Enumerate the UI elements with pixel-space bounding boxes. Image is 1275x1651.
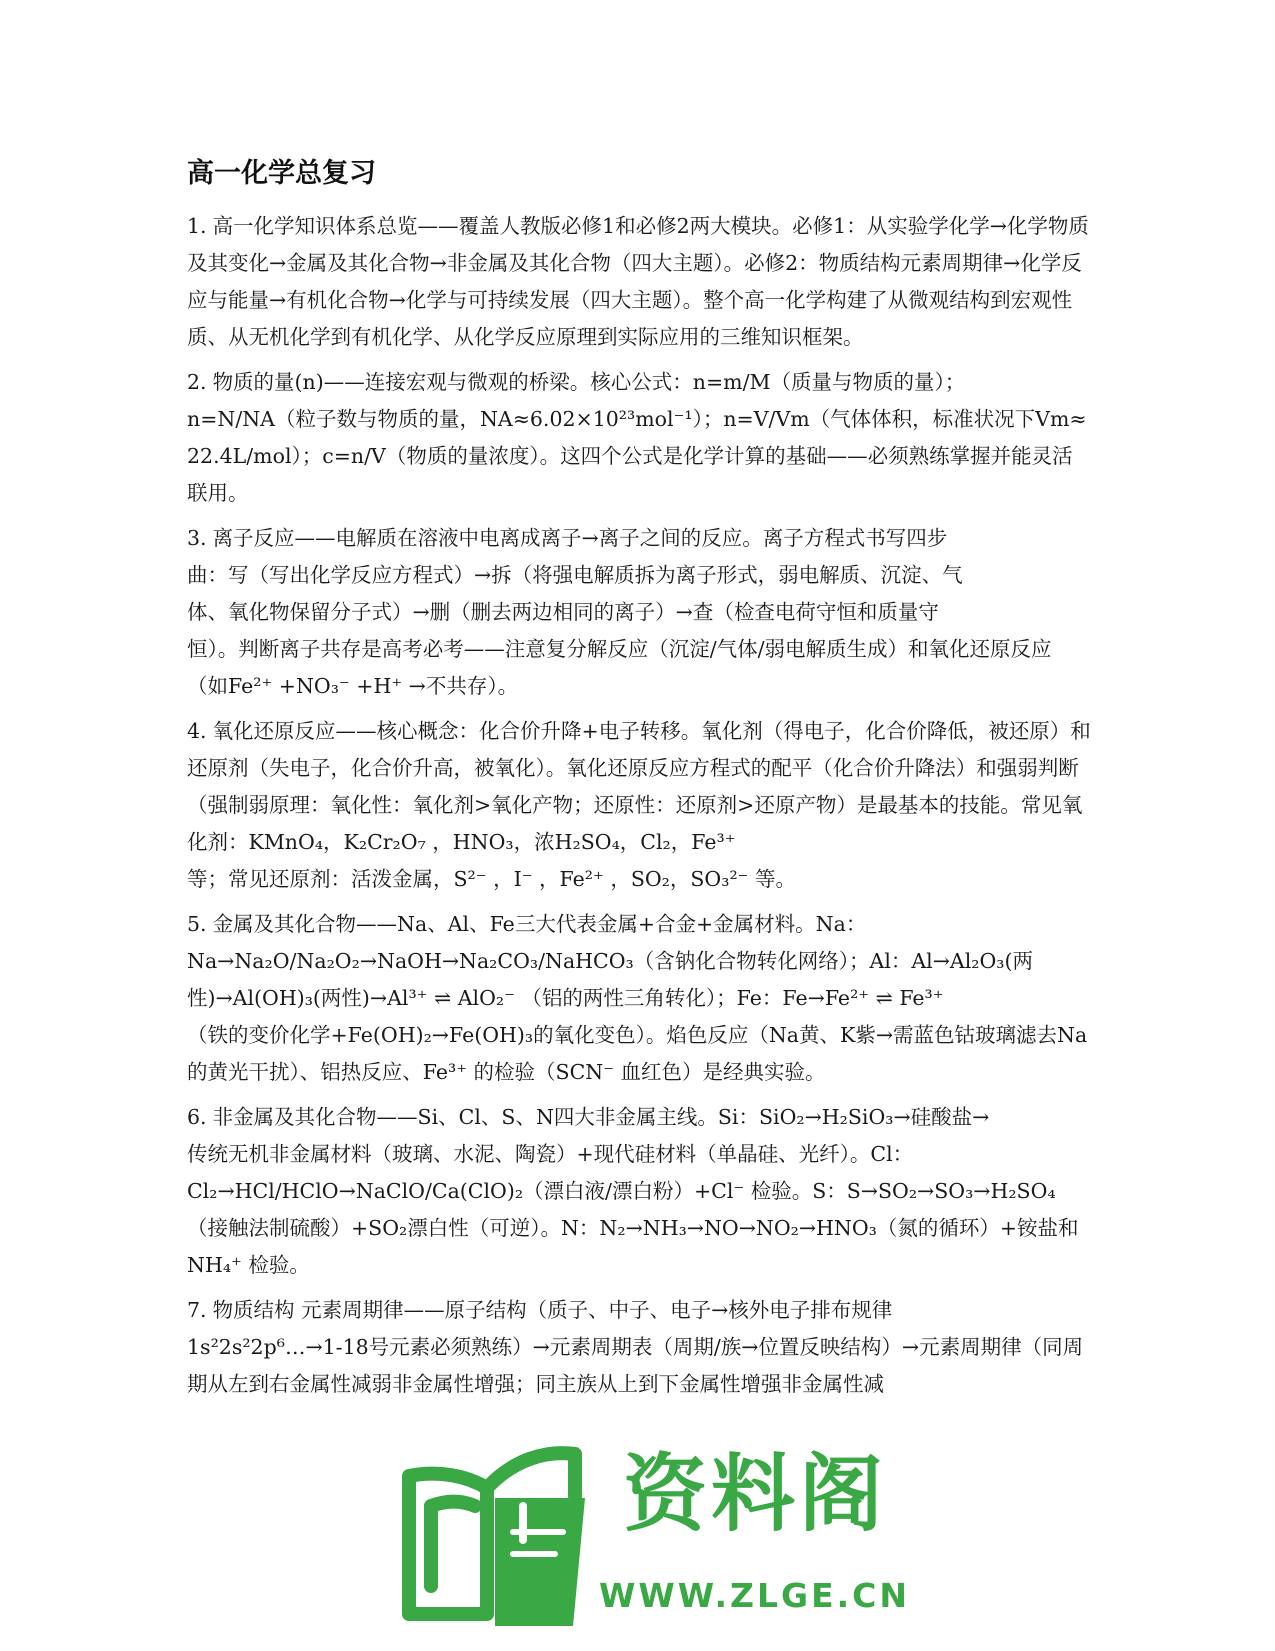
paragraph-1 bbox=[187, 208, 1092, 356]
paragraph-4 bbox=[187, 713, 1092, 898]
paragraph-text: 高一化学知识体系总览——覆盖人教版必修1和必修2两大模块。必修1：从实验学化学→化学物质及其变化→金属及其化合物→非金属及其化合物（四大主题）。必修2：物质结构元素周期律→化学反应与能量→有机化合物→化学与可持续发展（四大主题）。整个高一化学构建了从微观结构到宏观性质、从无机化学到有机化学、从化学反应原理到实际应用的三维知识框架。 bbox=[187, 214, 1089, 349]
paragraph-text: 物质结构 元素周期律——原子结构（质子、中子、电子→核外电子排布规律 1s²2s²2p⁶…→1-18号元素必须熟练）→元素周期表（周期/族→位置反映结构）→元素周期律（同周期从左到右金属性减弱非金属性增强；同主族从上到下金属性增强非金属性减 bbox=[187, 1298, 1084, 1396]
paragraph-text: 氧化还原反应——核心概念：化合价升降+电子转移。氧化剂（得电子，化合价降低，被还原）和还原剂（失电子，化合价升高，被氧化）。氧化还原反应方程式的配平（化合价升降法）和强弱判断（强制弱原理：氧化性：氧化剂>氧化产物；还原性：还原剂>还原产物）是最基本的技能。常见氧化剂：KMnO₄，K₂Cr₂O₇ ，HNO₃，浓H₂SO₄，Cl₂，Fe³⁺ 等；常见还原剂：活泼金属，S²⁻ ，I⁻ ，Fe²⁺ ，SO₂，SO₃²⁻ 等。 bbox=[187, 719, 1091, 891]
paragraph-number: 4. bbox=[187, 719, 207, 743]
paragraph-text: 金属及其化合物——Na、Al、Fe三大代表金属+合金+金属材料。Na： Na→Na₂O/Na₂O₂→NaOH→Na₂CO₃/NaHCO₃（含钠化合物转化网络）；Al：Al→Al₂O₃(两 性)→Al(OH)₃(两性)→Al³⁺ ⇌ AlO₂⁻ （铝的两性三角转化）；Fe：Fe→Fe²⁺ ⇌ Fe³⁺ （铁的变价化学+Fe(OH)₂→Fe(OH)₃的氧化变色）。焰色反应（Na黄、K紫→需蓝色钴玻璃滤去Na的黄光干扰）、铝热反应、Fe³⁺ 的检验（SCN⁻ 血红色）是经典实验。 bbox=[187, 912, 1088, 1084]
watermark-name: 资料阁 bbox=[623, 1445, 888, 1543]
watermark-url: WWW.ZLGE.CN bbox=[599, 1576, 911, 1615]
paragraph-text: 非金属及其化合物——Si、Cl、S、N四大非金属主线。Si：SiO₂→H₂SiO₃→硅酸盐→ 传统无机非金属材料（玻璃、水泥、陶瓷）+现代硅材料（单晶硅、光纤）。Cl： Cl₂→HCl/HClO→NaClO/Ca(ClO)₂（漂白液/漂白粉）+Cl⁻ 检验。S：S→SO₂→SO₃→H₂SO₄ （接触法制硫酸）+SO₂漂白性（可逆）。N：N₂→NH₃→NO→NO₂→HNO₃（氮的循环）+铵盐和NH₄⁺ 检验。 bbox=[187, 1105, 1079, 1277]
paragraph-2 bbox=[187, 364, 1092, 512]
paragraph-text: 离子反应——电解质在溶液中电离成离子→离子之间的反应。离子方程式书写四步 曲：写（写出化学反应方程式）→拆（将强电解质拆为离子形式，弱电解质、沉淀、气 体、氧化物保留分子式）→删（删去两边相同的离子）→查（检查电荷守恒和质量守 恒）。判断离子共存是高考必考——注意复分解反应（沉淀/气体/弱电解质生成）和氧化还原反应（如Fe²⁺ +NO₃⁻ +H⁺ →不共存）。 bbox=[187, 526, 1052, 698]
paragraph-5 bbox=[187, 906, 1092, 1091]
paragraph-text: 物质的量(n)——连接宏观与微观的桥梁。核心公式：n=m/M（质量与物质的量）； n=N/NA（粒子数与物质的量，NA≈6.02×10²³mol⁻¹）；n=V/Vm（气体体积，标准状况下Vm≈22.4L/mol）；c=n/V（物质的量浓度）。这四个公式是化学计算的基础——必须熟练掌握并能灵活联用。 bbox=[187, 370, 1087, 505]
paragraph-number: 1. bbox=[187, 214, 207, 238]
document-body bbox=[187, 208, 1092, 1411]
paragraph-number: 6. bbox=[187, 1105, 207, 1129]
page-title: 高一化学总复习 bbox=[187, 158, 376, 189]
paragraph-7 bbox=[187, 1292, 1092, 1403]
paragraph-3 bbox=[187, 520, 1092, 705]
paragraph-number: 5. bbox=[187, 912, 207, 936]
paragraph-6 bbox=[187, 1099, 1092, 1284]
paragraph-number: 3. bbox=[187, 526, 207, 550]
paragraph-number: 2. bbox=[187, 370, 207, 394]
watermark-logo bbox=[395, 1436, 911, 1636]
open-book-icon bbox=[395, 1436, 595, 1636]
paragraph-number: 7. bbox=[187, 1298, 207, 1322]
